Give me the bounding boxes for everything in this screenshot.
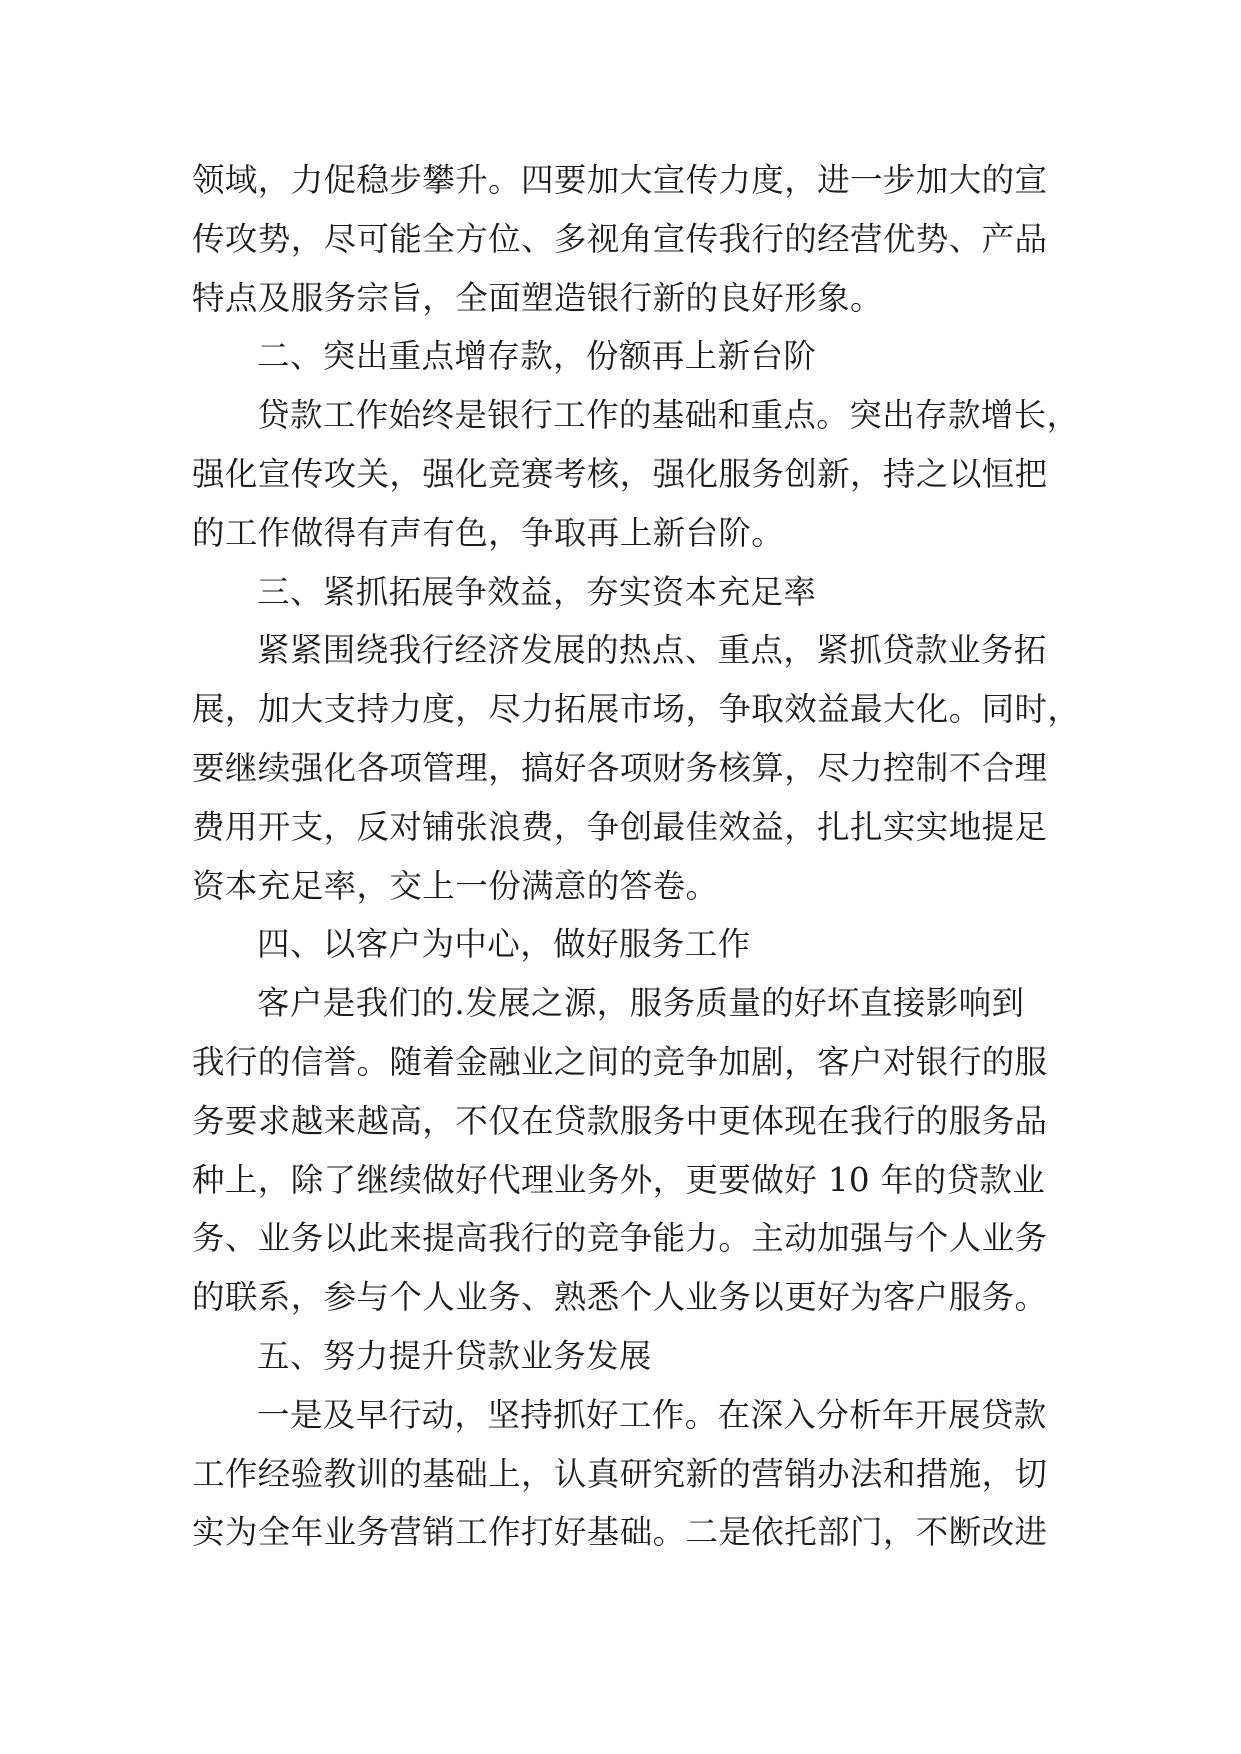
- text-line: 展，加大支持力度，尽力拓展市场，争取效益最大化。同时，: [192, 690, 1081, 729]
- text-line: 要继续强化各项管理，搞好各项财务核算，尽力控制不合理: [192, 748, 1048, 787]
- text-line: 传攻势，尽可能全方位、多视角宣传我行的经营优势、产品: [192, 219, 1048, 258]
- text-line: 特点及服务宗旨，全面塑造银行新的良好形象。: [192, 278, 883, 317]
- text-line: 强化宣传攻关，强化竞赛考核，强化服务创新，持之以恒把: [192, 454, 1048, 493]
- paragraph-start-line: 客户是我们的.发展之源，服务质量的好坏直接影响到: [257, 984, 1025, 1023]
- text-line: 工作经验教训的基础上，认真研究新的营销办法和措施，切: [192, 1454, 1048, 1493]
- text-line: 务、业务以此来提高我行的竞争能力。主动加强与个人业务: [192, 1219, 1048, 1258]
- text-line: 领域，力促稳步攀升。四要加大宣传力度，进一步加大的宣: [192, 161, 1048, 199]
- text-line: 我行的信誉。随着金融业之间的竞争加剧，客户对银行的服: [192, 1042, 1048, 1081]
- text-line: 实为全年业务营销工作打好基础。二是依托部门，不断改进: [192, 1513, 1048, 1552]
- paragraph-start-line: 紧紧围绕我行经济发展的热点、重点，紧抓贷款业务拓: [257, 631, 1047, 670]
- paragraph-start-line: 二、突出重点增存款，份额再上新台阶: [257, 337, 817, 376]
- paragraph-start-line: 贷款工作始终是银行工作的基础和重点。突出存款增长，: [257, 396, 1080, 435]
- text-line: 种上，除了继续做好代理业务外，更要做好 10 年的贷款业: [192, 1160, 1046, 1199]
- text-line: 的工作做得有声有色，争取再上新台阶。: [192, 513, 785, 552]
- text-line: 的联系，参与个人业务、熟悉个人业务以更好为客户服务。: [192, 1278, 1048, 1317]
- paragraph-start-line: 五、努力提升贷款业务发展: [257, 1336, 652, 1375]
- paragraph-start-line: 四、以客户为中心，做好服务工作: [257, 925, 751, 964]
- paragraph-start-line: 一是及早行动，坚持抓好工作。在深入分析年开展贷款: [257, 1395, 1047, 1434]
- paragraph-start-line: 三、紧抓拓展争效益，夯实资本充足率: [257, 572, 817, 611]
- text-line: 务要求越来越高，不仅在贷款服务中更体现在我行的服务品: [192, 1101, 1048, 1140]
- text-line: 资本充足率，交上一份满意的答卷。: [192, 866, 719, 905]
- document-body: [192, 151, 1092, 1562]
- text-line: 费用开支，反对铺张浪费，争创最佳效益，扎扎实实地提足: [192, 807, 1048, 846]
